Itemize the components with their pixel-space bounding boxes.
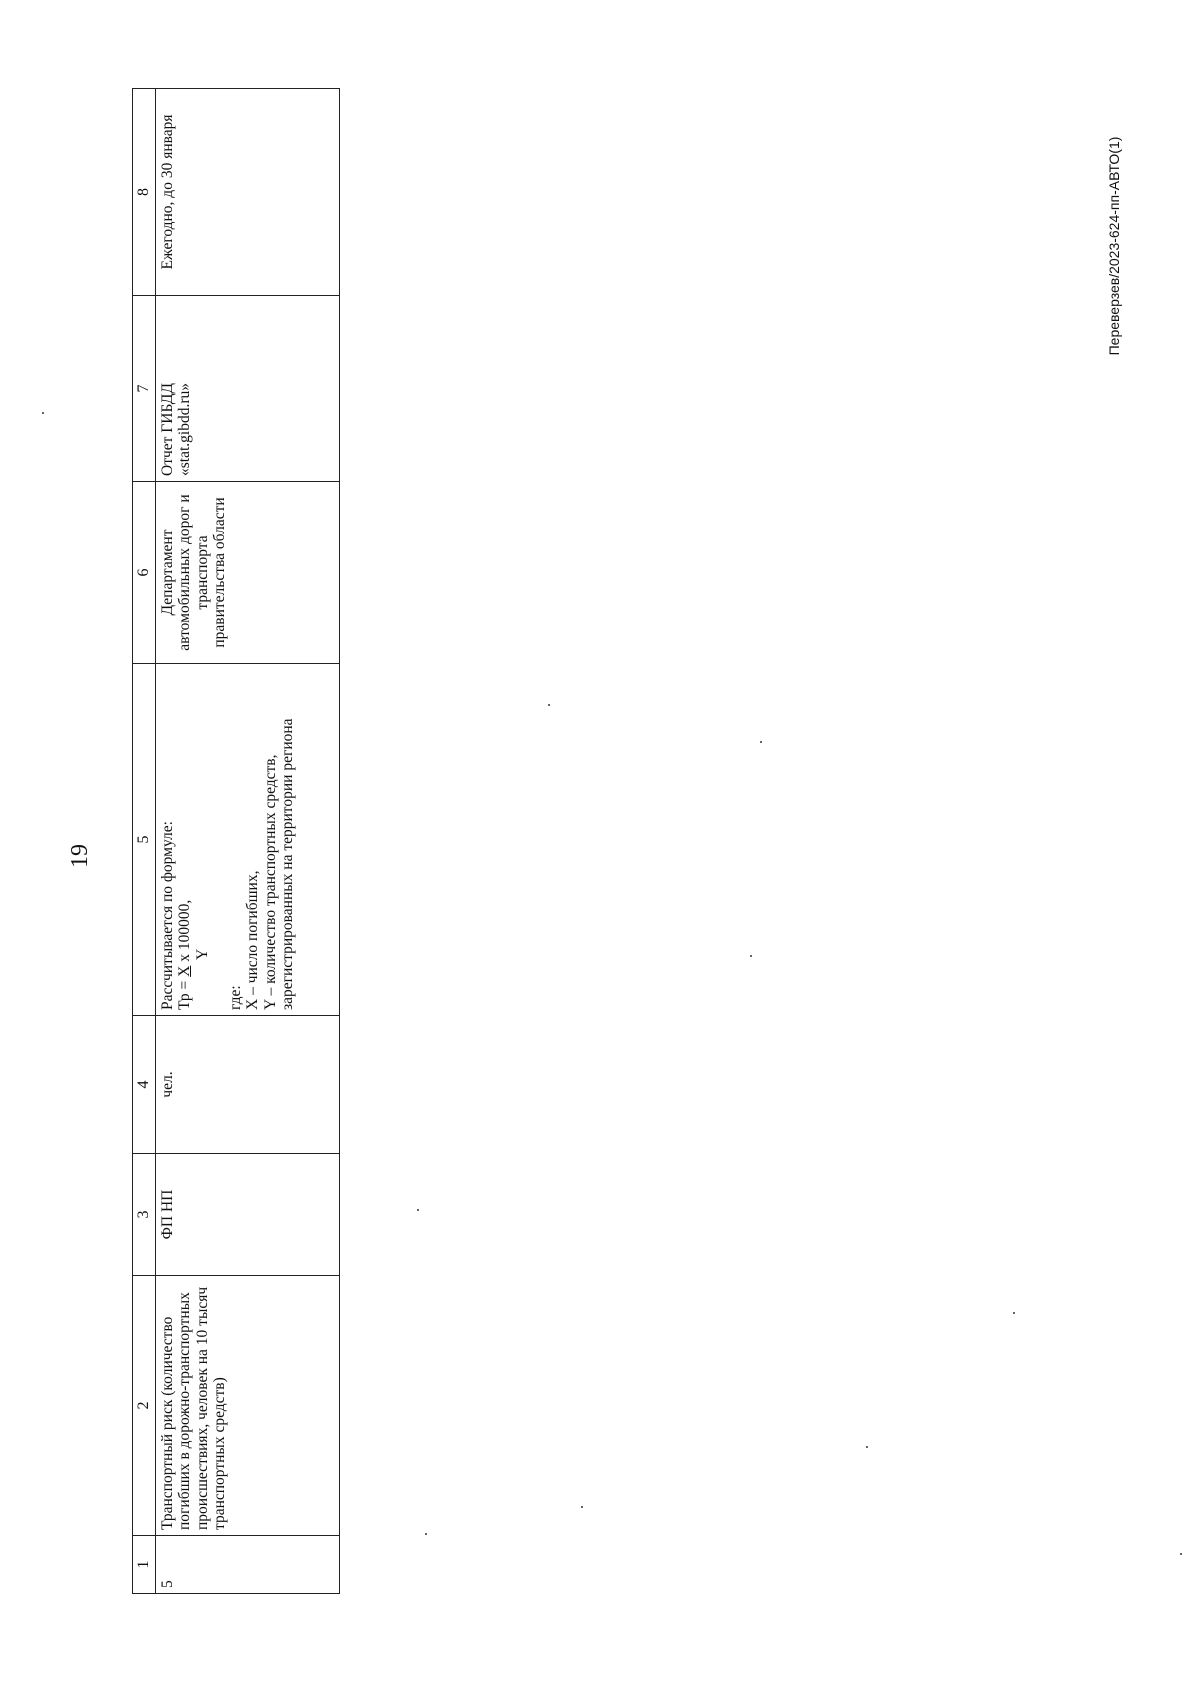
column-header: 1 [133, 1536, 156, 1594]
column-header: 4 [133, 1016, 156, 1154]
scan-speck [1180, 1553, 1182, 1555]
indicator-table [132, 88, 340, 1594]
scan-speck [548, 704, 550, 706]
row-number-cell: 5 [156, 1536, 340, 1594]
column-header: 3 [133, 1154, 156, 1276]
formula-suffix: х 100000, [176, 899, 194, 966]
scan-speck [1013, 1312, 1015, 1314]
column-header: 2 [133, 1276, 156, 1536]
indicator-table-wrapper [132, 89, 340, 1594]
column-header: 7 [133, 296, 156, 482]
scan-speck [750, 955, 752, 957]
formula-numerator: Х [176, 965, 194, 977]
where-label: где: [227, 985, 245, 1010]
table-header-row [133, 89, 156, 1594]
source-cell: ФП НП [156, 1154, 340, 1276]
scan-speck [42, 412, 44, 414]
scan-speck [417, 1209, 419, 1211]
scan-speck [425, 1533, 427, 1535]
formula [176, 669, 193, 1010]
responsible-cell: Департамент автомобильных дорог и транспорта правительства области [156, 482, 340, 664]
y-definition: Y – количество транспортных средств, зарегистрированных на территории региона [261, 718, 297, 1010]
data-source-cell: Отчет ГИБДД «stat.gibdd.ru» [156, 296, 340, 482]
deadline-cell: Ежегодно, до 30 января [156, 89, 340, 296]
x-definition: Х – число погибших, [244, 870, 262, 1010]
method-intro: Рассчитывается по формуле: [159, 821, 176, 1010]
document-id: Переверзев/2023-624-пп-АВТО(1) [1106, 136, 1122, 356]
page-number: 19 [67, 844, 93, 868]
scan-speck [866, 1446, 868, 1448]
formula-prefix: Тр = [176, 976, 194, 1010]
method-cell [156, 664, 340, 1016]
indicator-name-cell: Транспортный риск (количество погибших в дорожно-транспортных происшествиях, человек на 10 тысяч транспортных средств) [156, 1276, 340, 1536]
table-row [156, 89, 340, 1594]
column-header: 5 [133, 664, 156, 1016]
column-header: 8 [133, 89, 156, 296]
scan-speck [581, 1506, 583, 1508]
unit-cell: чел. [156, 1016, 340, 1154]
scan-speck [760, 741, 762, 743]
formula-denominator: Y [193, 948, 211, 960]
column-header: 6 [133, 482, 156, 664]
